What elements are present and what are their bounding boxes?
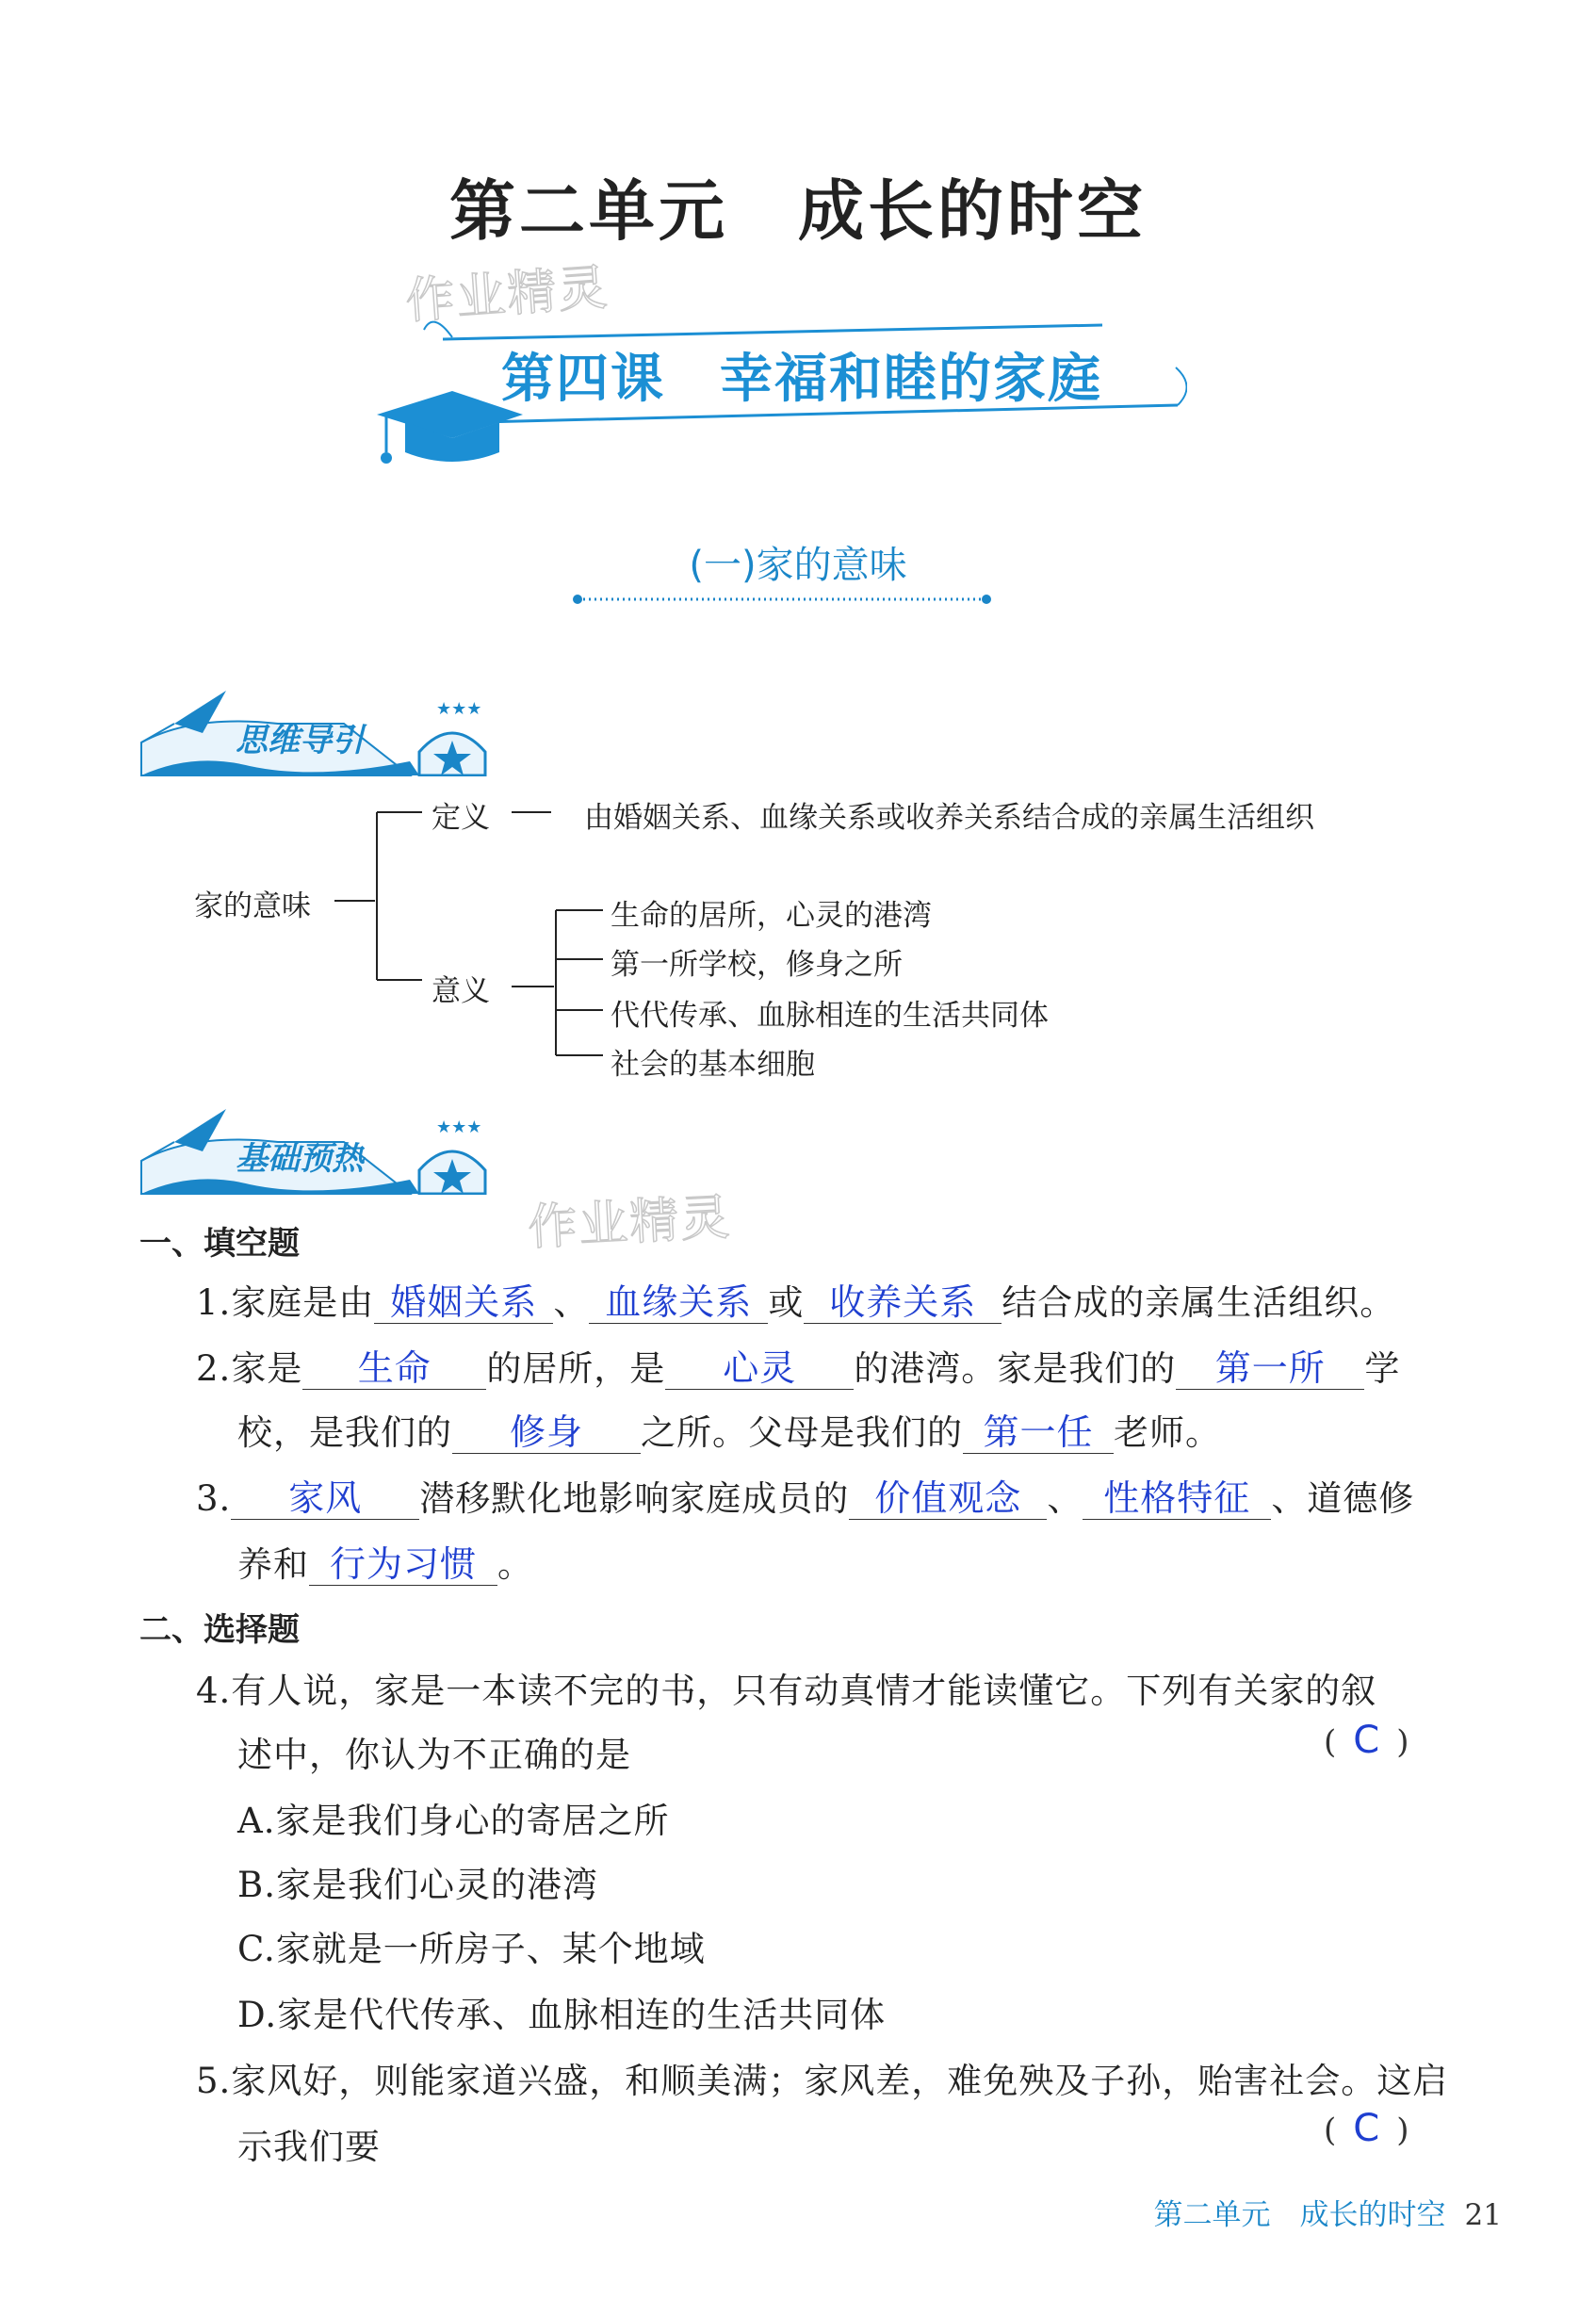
choice-answer[interactable]: C: [1353, 2107, 1380, 2150]
option-c[interactable]: C.家就是一所房子、某个地域: [237, 1929, 706, 1969]
question-3-line-1: [196, 1470, 1414, 1521]
paren-open: (: [1324, 2112, 1337, 2149]
question-text: 养和: [237, 1544, 309, 1585]
question-2-line-1: [196, 1340, 1400, 1391]
question-text: 家庭是由: [231, 1282, 375, 1323]
page-footer: [1154, 2191, 1502, 2233]
warmup-label: 基础预热: [236, 1140, 364, 1178]
question-1: [196, 1274, 1395, 1325]
answer-blank[interactable]: 性格特征: [1083, 1477, 1271, 1520]
question-text: 。: [497, 1544, 533, 1585]
question-text: 、道德修: [1271, 1478, 1415, 1519]
question-text: 、: [1047, 1478, 1083, 1519]
svg-text:★★★: ★★★: [436, 699, 482, 719]
mindmap-root: 家的意味: [194, 889, 311, 923]
question-text: 老师。: [1114, 1412, 1221, 1453]
answer-blank[interactable]: 家风: [231, 1477, 419, 1520]
footer-unit: 第二单元 成长的时空: [1153, 2198, 1446, 2232]
paren-close: ): [1396, 2112, 1409, 2149]
question-2-line-2: [237, 1404, 1221, 1455]
mindmap-meaning-item: 生命的居所，心灵的港湾: [611, 899, 932, 933]
mind-guide-label: 思维导引: [236, 722, 364, 759]
mindmap-meaning-item: 代代传承、血脉相连的生活共同体: [611, 999, 1049, 1033]
answer-blank[interactable]: 第一所: [1176, 1347, 1364, 1390]
choice-heading: 二、选择题: [139, 1611, 300, 1649]
paren-close: ): [1396, 1723, 1409, 1761]
question-text: 潜移默化地影响家庭成员的: [419, 1478, 850, 1519]
unit-title: 第二单元 成长的时空: [449, 172, 1147, 250]
watermark: 作业精灵: [403, 259, 611, 331]
lesson-title: 第四课 幸福和睦的家庭: [501, 349, 1102, 410]
mindmap-definition-label: 定义: [432, 801, 490, 835]
option-a[interactable]: A.家是我们身心的寄居之所: [237, 1801, 670, 1841]
answer-blank[interactable]: 心灵: [665, 1347, 854, 1390]
question-text: 之所。父母是我们的: [641, 1412, 963, 1453]
question-text: 学: [1364, 1348, 1401, 1389]
question-4-line-2: 述中，你认为不正确的是: [237, 1735, 631, 1775]
section-title: (一)家的意味: [689, 544, 907, 587]
question-number: 3.: [196, 1478, 232, 1519]
answer-blank[interactable]: 血缘关系: [589, 1281, 768, 1324]
star-badge-icon: [419, 1117, 485, 1194]
answer-blank[interactable]: 收养关系: [804, 1281, 1002, 1324]
paren-open: (: [1324, 1723, 1337, 1761]
question-number: 2.: [196, 1348, 232, 1389]
page-number: 21: [1464, 2198, 1502, 2232]
answer-blank[interactable]: 价值观念: [849, 1477, 1047, 1520]
svg-text:★★★: ★★★: [436, 1117, 482, 1137]
mindmap-meaning-label: 意义: [432, 974, 490, 1008]
question-text: 结合成的亲属生活组织。: [1002, 1282, 1396, 1323]
option-b[interactable]: B.家是我们心灵的港湾: [237, 1865, 598, 1905]
mindmap-meaning-item: 社会的基本细胞: [611, 1048, 815, 1082]
answer-blank[interactable]: 行为习惯: [309, 1543, 497, 1586]
question-4-line-1: 4.有人说，家是一本读不完的书，只有动真情才能读懂它。下列有关家的叙: [196, 1671, 1377, 1711]
question-text: 家是: [231, 1348, 303, 1389]
answer-blank[interactable]: 生命: [302, 1347, 486, 1390]
question-text: 校，是我们的: [237, 1412, 452, 1453]
question-text: 或: [768, 1282, 805, 1323]
question-5-line-1: 5.家风好，则能家道兴盛，和顺美满；家风差，难免殃及子孙，贻害社会。这启: [196, 2061, 1449, 2101]
answer-blank[interactable]: 婚姻关系: [374, 1281, 553, 1324]
question-3-line-2: [237, 1536, 533, 1587]
question-text: 的居所，是: [486, 1348, 666, 1389]
fill-blank-heading: 一、填空题: [139, 1225, 300, 1263]
watermark: 作业精灵: [526, 1189, 733, 1257]
question-text: 、: [553, 1282, 590, 1323]
question-text: 的港湾。家是我们的: [854, 1348, 1177, 1389]
mindmap-meaning-item: 第一所学校，修身之所: [611, 948, 903, 982]
mindmap-definition-text: 由婚姻关系、血缘关系或收养关系结合成的亲属生活组织: [584, 801, 1314, 835]
question-5-line-2: 示我们要: [237, 2127, 381, 2167]
question-number: 1.: [196, 1282, 232, 1323]
answer-blank[interactable]: 第一任: [963, 1411, 1114, 1454]
option-d[interactable]: D.家是代代传承、血脉相连的生活共同体: [237, 1995, 887, 2035]
answer-bracket: [1324, 1719, 1409, 1762]
answer-bracket: [1324, 2107, 1409, 2150]
choice-answer[interactable]: C: [1353, 1719, 1380, 1762]
answer-blank[interactable]: 修身: [452, 1411, 641, 1454]
